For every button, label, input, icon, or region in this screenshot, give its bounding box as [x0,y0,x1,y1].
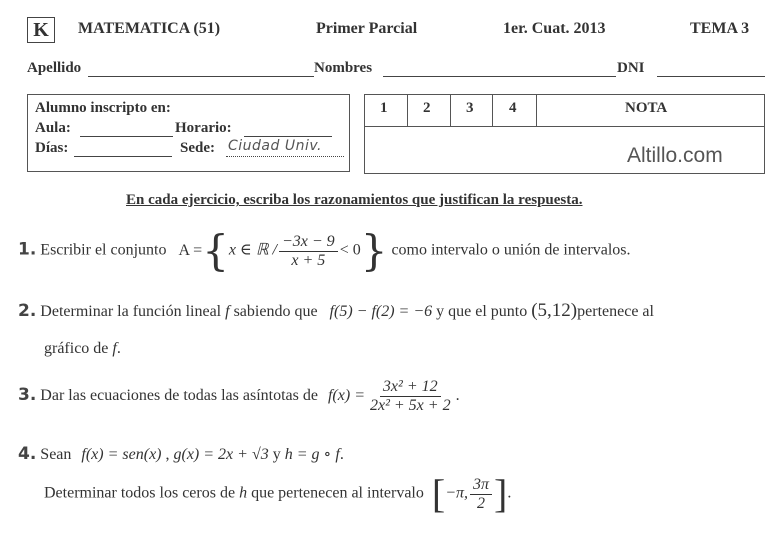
denominator: x + 5 [291,251,326,269]
function-lhs: f(x) = [327,387,365,405]
nombres-label: Nombres [314,60,373,76]
sede-handwritten-value: Ciudad Univ. [228,138,322,154]
exercise-number: 1. [18,239,37,260]
function-g: g(x) = 2x + √3 [173,446,269,463]
exam-title: Primer Parcial [316,20,418,37]
function-f: f(x) = sen(x) [81,446,162,463]
grade-col-1: 1 [380,100,388,116]
period: . [116,340,121,357]
exercise-text: Determinar la función lineal [40,303,222,320]
dni-line[interactable] [657,76,765,77]
left-bracket: [ [431,471,446,516]
fraction [279,233,338,270]
grade-col-2: 2 [423,100,431,116]
exercise-text: Sean [40,446,72,463]
separator: , [165,446,170,463]
dias-line[interactable] [74,156,172,157]
exercise-text: Escribir el conjunto [40,241,167,259]
grades-header-divider [364,126,765,127]
function-name: f [112,340,117,357]
function-h: h = g ∘ f [284,446,340,463]
exercise-4-line2 [44,471,512,516]
exercise-2-line2 [44,340,121,358]
dni-label: DNI [617,60,645,76]
grades-col-divider [450,94,451,126]
dias-label: Días: [35,140,69,156]
nota-label: NOTA [625,100,668,116]
separator: y [272,446,281,463]
sede-line[interactable] [226,156,344,157]
function-name: f [225,303,230,320]
instruction: En cada ejercicio, escriba los razonamientos que justifican la respuesta. [126,192,583,208]
exercise-4 [18,444,344,464]
apellido-line[interactable] [88,76,314,77]
aula-line[interactable] [80,136,173,137]
exercise-mid2: y que el punto [436,303,528,320]
grades-col-divider [407,94,408,126]
exercise-text: que pertenecen al intervalo [251,484,424,502]
exercise-text: gráfico de [44,340,109,357]
grade-col-3: 3 [466,100,474,116]
period: . [455,387,460,405]
condition: < 0 [339,241,361,259]
exercise-2 [18,300,654,322]
exercise-text: Determinar todos los ceros de [44,484,236,502]
left-brace: { [202,226,229,275]
period: . [339,446,344,463]
nombres-line[interactable] [383,76,616,77]
point: (5,12) [531,300,578,321]
exercise-text: Dar las ecuaciones de todas las asíntotas de [40,387,318,405]
tema-label: TEMA 3 [690,20,750,37]
term-label: 1er. Cuat. 2013 [503,20,606,37]
fraction [367,378,454,415]
sede-label: Sede: [180,140,215,156]
exercise-number: 4. [18,444,37,464]
watermark: Altillo.com [627,144,723,167]
set-name: A = [178,241,203,259]
numerator: 3π [470,476,492,495]
grade-col-4: 4 [509,100,517,116]
enrollment-title: Alumno inscripto en: [35,100,171,116]
exercise-number: 2. [18,301,37,321]
set-variable: x ∈ ℝ / [228,241,277,259]
numerator: −3x − 9 [279,233,338,252]
apellido-label: Apellido [27,60,82,76]
numerator: 3x² + 12 [380,378,441,397]
exercise-3 [18,378,460,415]
grades-col-divider [492,94,493,126]
interval-left: −π, [445,484,468,502]
condition-expression: f(5) − f(2) = −6 [329,303,433,320]
exercise-number: 3. [18,385,37,406]
fraction [470,476,492,513]
period: . [507,484,512,502]
exam-code-box: K [27,17,55,43]
denominator: 2 [477,494,485,512]
exercise-mid: sabiendo que [233,303,318,320]
horario-line[interactable] [244,136,332,137]
aula-label: Aula: [35,120,71,136]
horario-label: Horario: [175,120,232,136]
grades-col-divider [536,94,537,126]
function-h: h [239,484,248,502]
exercise-tail: como intervalo o unión de intervalos. [391,241,631,259]
denominator: 2x² + 5x + 2 [369,397,451,414]
right-brace: } [360,226,388,275]
course-title: MATEMATICA (51) [78,20,221,37]
right-bracket: ] [494,471,508,516]
exercise-tail: pertenece al [577,303,654,320]
exercise-1 [18,226,631,275]
